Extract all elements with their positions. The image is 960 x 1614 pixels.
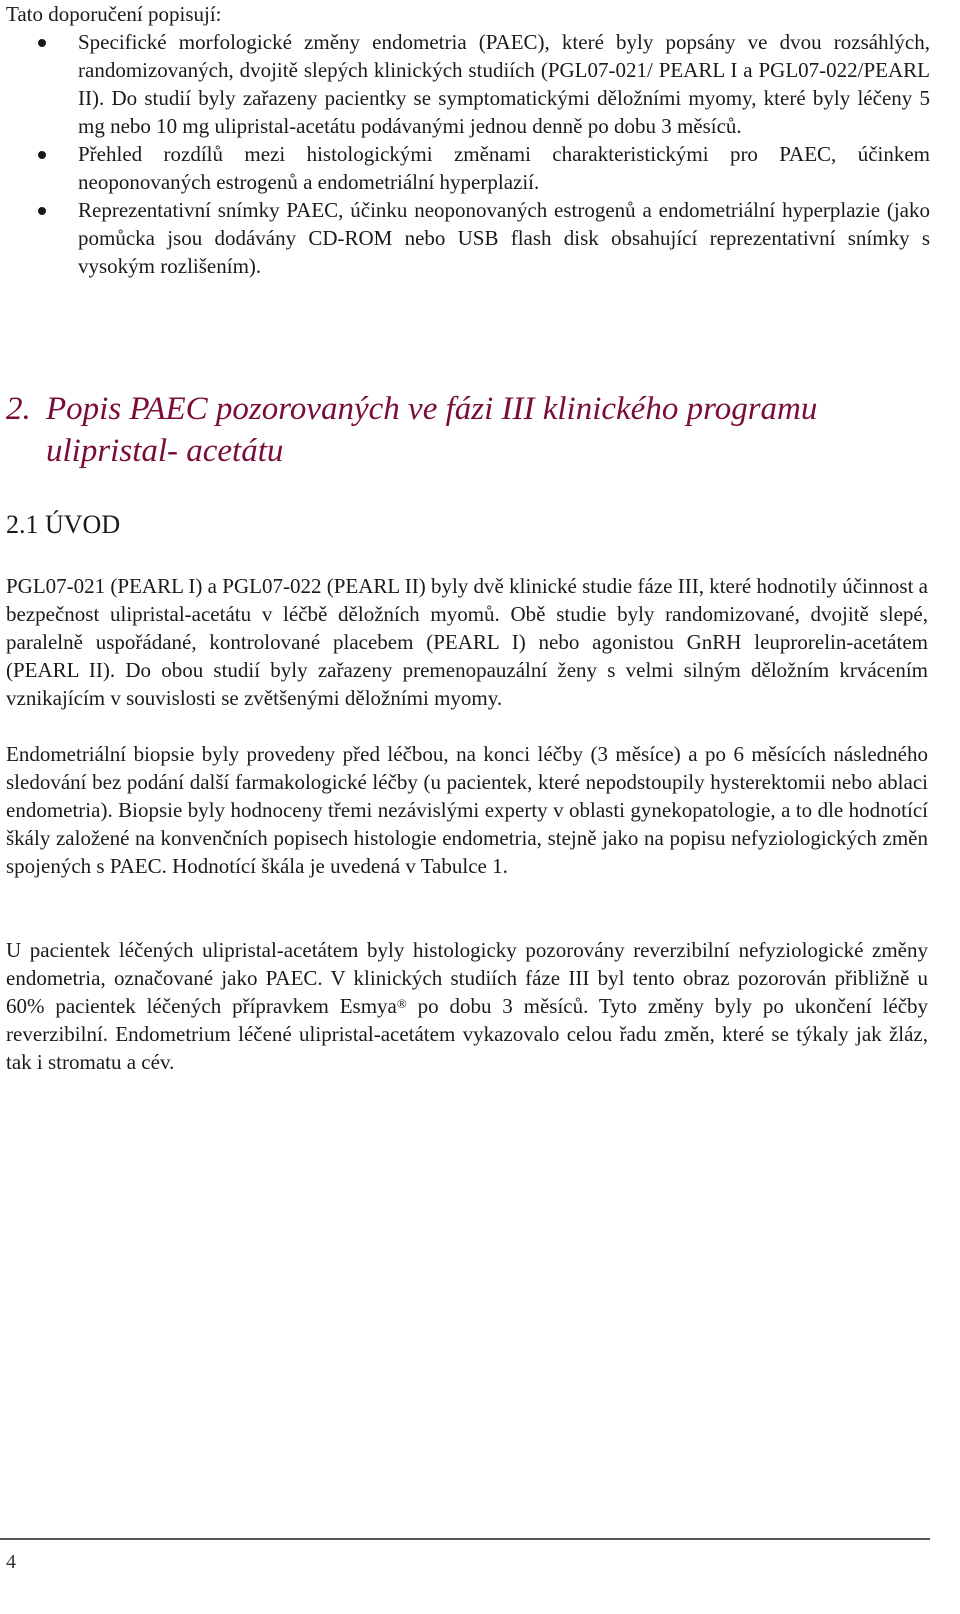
bullet-text: Reprezentativní snímky PAEC, účinku neoponovaných estrogenů a endometriální hyperplazie (jako pomůcka jsou dodávány CD-ROM nebo USB flash disk obsahující reprezentativní snímky s vysokým rozlišením). [78,198,930,278]
registered-mark: ® [396,996,407,1011]
intro-text: Tato doporučení popisují: [6,2,222,26]
bullet-item [0,196,930,280]
bullet-text: Specifické morfologické změny endometria (PAEC), které byly popsány ve dvou rozsáhlých, randomizovaných, dvojitě slepých klinických studiích (PGL07-021/ PEARL I a PGL07-022/PEARL II). Do studií byly zařazeny pacientky se symptomatickými děložními myomy, které byly léčeny 5 mg nebo 10 mg ulipristal-acetátu podávanými jednou denně po dobu 3 měsíců. [78,30,930,138]
paragraph-findings-part1: U pacientek léčených ulipristal-acetátem byly histologicky pozorovány reverzibilní nefyziologické změny endometria, označované jako PAEC. V klinických studiích fáze III byl tento obraz pozorován přibližně u 60% pacientek léčených přípravkem Esmya [6,938,928,1018]
bullet-item [0,140,930,196]
paragraph-biopsy: Endometriální biopsie byly provedeny před léčbou, na konci léčby (3 měsíce) a po 6 měsících následného sledování bez podání další farmakologické léčby (u pacientek, které nepodstoupily hysterektomii nebo ablaci endometria). Biopsie byly hodnoceny třemi nezávislými experty v oblasti gynekopatologie, a to dle hodnotící škály založené na konvenčních popisech histologie endometria, stejně jako na popisu nefyziologických změn spojených s PAEC. Hodnotící škála je uvedená v Tabulce 1. [6,742,928,878]
bullet-dot-icon [38,151,46,159]
section-heading [6,388,936,472]
bullet-text: Přehled rozdílů mezi histologickými změnami charakteristickými pro PAEC, účinkem neoponovaných estrogenů a endometriální hyperplazií. [78,142,930,194]
bullet-item [0,28,930,140]
page-number: 4 [6,1551,16,1573]
bullet-dot-icon [38,39,46,47]
bullet-dot-icon [38,207,46,215]
paragraph-intro: PGL07-021 (PEARL I) a PGL07-022 (PEARL II) byly dvě klinické studie fáze III, které hodnotily účinnost a bezpečnost ulipristal-acetátu v léčbě děložních myomů. Obě studie byly randomizované, dvojitě slepé, paralelně uspořádané, kontrolované placebem (PEARL I) nebo agonistou GnRH leuprorelin-acetátem (PEARL II). Do obou studií byly zařazeny premenopauzální ženy s velmi silným děložním krvácením vznikajícím v souvislosti se zvětšenými děložními myomy. [6,574,928,710]
section-title-line1: Popis PAEC pozorovaných ve fázi III klinického programu [46,391,818,427]
footer-divider [0,1538,930,1540]
bullet-list [0,28,930,280]
subsection-heading: 2.1 ÚVOD [6,510,121,539]
paragraph-findings [6,936,928,1076]
section-number: 2. [6,391,31,427]
section-title-line2: ulipristal- acetátu [46,433,284,469]
paragraph-findings-part2: po dobu 3 měsíců. Tyto změny byly po ukončení léčby reverzibilní. Endometrium léčené ulipristal-acetátem vykazovalo celou řadu změn, které se týkaly jak žláz, tak i stromatu a cév. [6,994,929,1074]
